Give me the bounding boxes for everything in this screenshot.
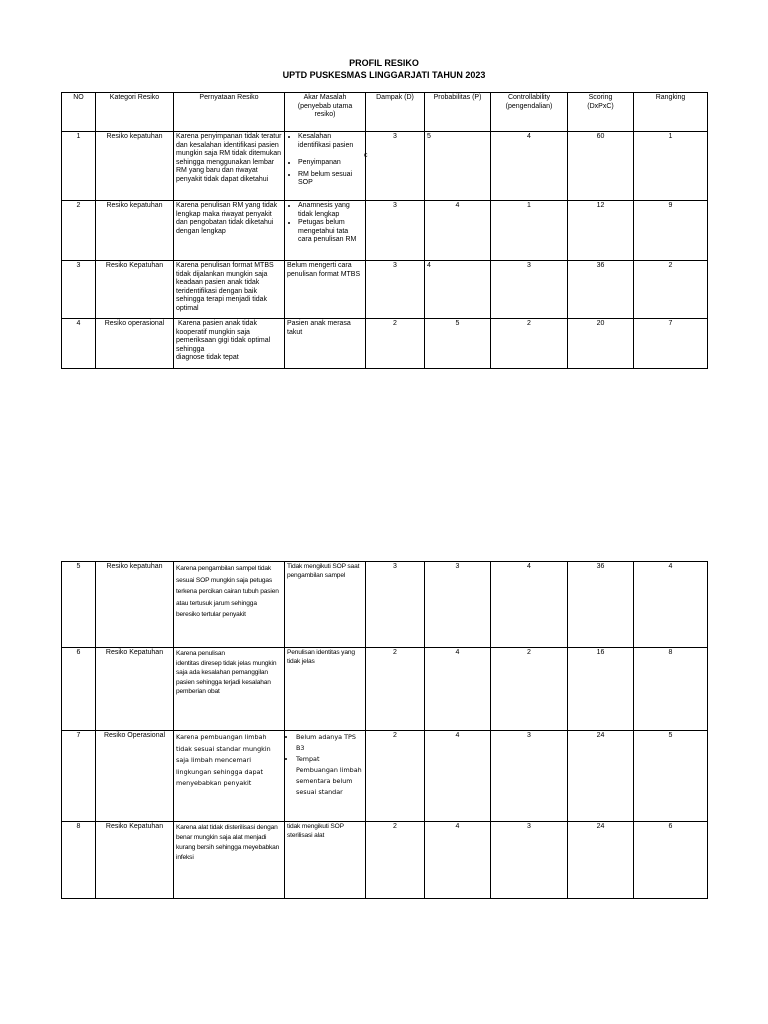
cell-akar-masalah: Belum mengerti cara penulisan format MTBS xyxy=(285,261,366,319)
table-row xyxy=(62,822,708,899)
list-item: • Belum adanya TPS B3 xyxy=(296,732,363,754)
cell-dampak: 3 xyxy=(366,261,425,319)
cell-akar-masalah xyxy=(285,731,366,822)
cell-probabilitas: 5 xyxy=(425,319,491,369)
risk-table-page2 xyxy=(61,561,708,899)
cell-pernyataan: Karena pembuangan limbah tidak sesuai standar mungkin saja limbah mencemari lingkungan sehingga dapat menyebabkan penyakit xyxy=(174,731,285,822)
cell-probabilitas: 4 xyxy=(425,731,491,822)
header-controllability-line1: Controllability xyxy=(507,94,551,101)
cell-controllability: 4 xyxy=(491,562,568,648)
header-scoring xyxy=(568,93,634,132)
cell-no: 4 xyxy=(62,319,96,369)
cell-scoring: 36 xyxy=(568,562,634,648)
list-item: • Kesalahan identifikasi pasien xyxy=(298,133,363,150)
cell-controllability: 3 xyxy=(491,731,568,822)
cell-pernyataan: Karena alat tidak disterilisasi dengan benar mungkin saja alat menjadi kurang bersih sehingga meyebabkan infeksi xyxy=(174,822,285,899)
cell-kategori: Resiko kepatuhan xyxy=(96,132,174,201)
cell-rangking: 7 xyxy=(634,319,708,369)
cell-scoring: 36 xyxy=(568,261,634,319)
cell-no: 1 xyxy=(62,132,96,201)
cell-rangking: 2 xyxy=(634,261,708,319)
header-dampak: Dampak (D) xyxy=(366,93,425,132)
cell-pernyataan xyxy=(174,319,285,369)
cell-akar-masalah: Pasien anak merasa takut xyxy=(285,319,366,369)
header-akar-line2: (penyebab utama xyxy=(297,102,353,110)
cell-kategori: Resiko kepatuhan xyxy=(96,201,174,261)
cell-scoring: 60 xyxy=(568,132,634,201)
cell-scoring: 20 xyxy=(568,319,634,369)
cell-controllability: 3 xyxy=(491,261,568,319)
cell-kategori: Resiko Kepatuhan xyxy=(96,261,174,319)
cell-probabilitas: 4 xyxy=(425,822,491,899)
cell-probabilitas: 4 xyxy=(425,261,491,319)
cell-pernyataan: Karena pengambilan sampel tidak sesuai SOP mungkin saja petugas terkena percikan cairan tubuh pasien atau tertusuk jarum sehingga beresiko tertular penyakit xyxy=(174,562,285,648)
table-row xyxy=(62,261,708,319)
cell-pernyataan-line3: pasien sehingga terjadi kesalahan pemberian obat xyxy=(176,678,271,695)
cell-probabilitas: 4 xyxy=(425,648,491,731)
cell-pernyataan: Karena penulisan format MTBS tidak dijalankan mungkin saja keadaan pasien anak tidak teridentifikasi dengan baik sehingga terapi menjadi tidak optimal xyxy=(174,261,285,319)
table-row xyxy=(62,132,708,201)
list-item: • Penyimpanan xyxy=(298,159,363,168)
cell-rangking: 8 xyxy=(634,648,708,731)
document-title: PROFIL RESIKO xyxy=(349,58,419,68)
header-akar-line3: resiko) xyxy=(314,111,336,119)
cell-controllability: 1 xyxy=(491,201,568,261)
header-no: NO xyxy=(62,93,96,132)
cell-no: 2 xyxy=(62,201,96,261)
header-row xyxy=(62,93,708,132)
cell-dampak: 3 xyxy=(366,132,425,201)
cell-no: 7 xyxy=(62,731,96,822)
cell-dampak: 2 xyxy=(366,731,425,822)
cell-rangking: 9 xyxy=(634,201,708,261)
cell-rangking: 1 xyxy=(634,132,708,201)
cell-akar-masalah: Penulisan identitas yang tidak jelas xyxy=(285,648,366,731)
list-item: • Anamnesis yang tidak lengkap xyxy=(298,202,363,219)
cell-pernyataan-line1: Karena pasien anak tidak kooperatif mungkin saja pemeriksaan gigi tidak optimal sehingga xyxy=(176,320,273,353)
risk-table-page1 xyxy=(61,92,708,369)
header-pernyataan: Pernyataan Resiko xyxy=(174,93,285,132)
cell-scoring: 24 xyxy=(568,731,634,822)
cell-no: 3 xyxy=(62,261,96,319)
header-scoring-line1: Scoring xyxy=(588,94,613,101)
cell-pernyataan-line2: identitas diresep tidak jelas mungkin saja ada kesalahan pemanggilan xyxy=(176,659,277,676)
cell-akar-masalah xyxy=(285,201,366,261)
cell-dampak: 3 xyxy=(366,562,425,648)
list-item: • Tempat Pembuangan limbah sementara belum sesuai standar xyxy=(296,754,363,798)
cell-pernyataan: Karena penulisan RM yang tidak lengkap maka riwayat penyakit dan pengobatan tidak diketahui dengan lengkap xyxy=(174,201,285,261)
cell-no: 8 xyxy=(62,822,96,899)
header-rangking: Rangking xyxy=(634,93,708,132)
cell-pernyataan xyxy=(174,648,285,731)
cell-rangking: 6 xyxy=(634,822,708,899)
cell-controllability: 2 xyxy=(491,648,568,731)
cell-probabilitas: 3 xyxy=(425,562,491,648)
header-controllability-line2: (pengendalian) xyxy=(505,102,553,110)
cell-no: 6 xyxy=(62,648,96,731)
cell-scoring: 12 xyxy=(568,201,634,261)
cell-rangking: 5 xyxy=(634,731,708,822)
cell-akar-masalah: tidak mengikuti SOP sterilisasi alat xyxy=(285,822,366,899)
cell-kategori: Resiko operasional xyxy=(96,319,174,369)
cell-probabilitas: 4 xyxy=(425,201,491,261)
header-probabilitas: Probabilitas (P) xyxy=(425,93,491,132)
cell-akar-masalah: Tidak mengikuti SOP saat pengambilan sampel xyxy=(285,562,366,648)
cell-scoring: 16 xyxy=(568,648,634,731)
cell-controllability: 2 xyxy=(491,319,568,369)
table-row xyxy=(62,562,708,648)
cell-dampak: 2 xyxy=(366,822,425,899)
cell-akar-masalah xyxy=(285,132,366,201)
stray-mark: c xyxy=(364,152,368,159)
table-row xyxy=(62,731,708,822)
cell-pernyataan: Karena penyimpanan tidak teratur dan kesalahan identifikasi pasien mungkin saja RM tidak ditemukan sehingga menggunakan lembar RM yang baru dan riwayat penyakit tidak dapat diketahui xyxy=(174,132,285,201)
cell-controllability: 4 xyxy=(491,132,568,201)
header-kategori: Kategori Resiko xyxy=(96,93,174,132)
cell-dampak: 2 xyxy=(366,319,425,369)
cell-kategori: Resiko Kepatuhan xyxy=(96,648,174,731)
cell-scoring: 24 xyxy=(568,822,634,899)
cell-kategori: Resiko Kepatuhan xyxy=(96,822,174,899)
table-row xyxy=(62,319,708,369)
header-akar-masalah xyxy=(285,93,366,132)
cell-pernyataan-line2: diagnose tidak tepat xyxy=(176,354,239,362)
cell-rangking: 4 xyxy=(634,562,708,648)
cell-dampak: 3 xyxy=(366,201,425,261)
table-row xyxy=(62,648,708,731)
table-row xyxy=(62,201,708,261)
cell-probabilitas: 5 xyxy=(425,132,491,201)
cell-dampak: 2 xyxy=(366,648,425,731)
document-subtitle: UPTD PUSKESMAS LINGGARJATI TAHUN 2023 xyxy=(282,70,486,80)
cell-kategori: Resiko Operasional xyxy=(96,731,174,822)
cell-kategori: Resiko kepatuhan xyxy=(96,562,174,648)
list-item: • RM belum sesuai SOP xyxy=(298,171,363,188)
header-akar-line1: Akar Masalah xyxy=(303,94,347,101)
cell-pernyataan-line1: Karena penulisan xyxy=(176,650,225,657)
header-controllability xyxy=(491,93,568,132)
list-item: • Petugas belum mengetahui tata cara penulisan RM xyxy=(298,219,363,245)
header-scoring-line2: (DxPxC) xyxy=(587,102,614,110)
cell-controllability: 3 xyxy=(491,822,568,899)
cell-no: 5 xyxy=(62,562,96,648)
